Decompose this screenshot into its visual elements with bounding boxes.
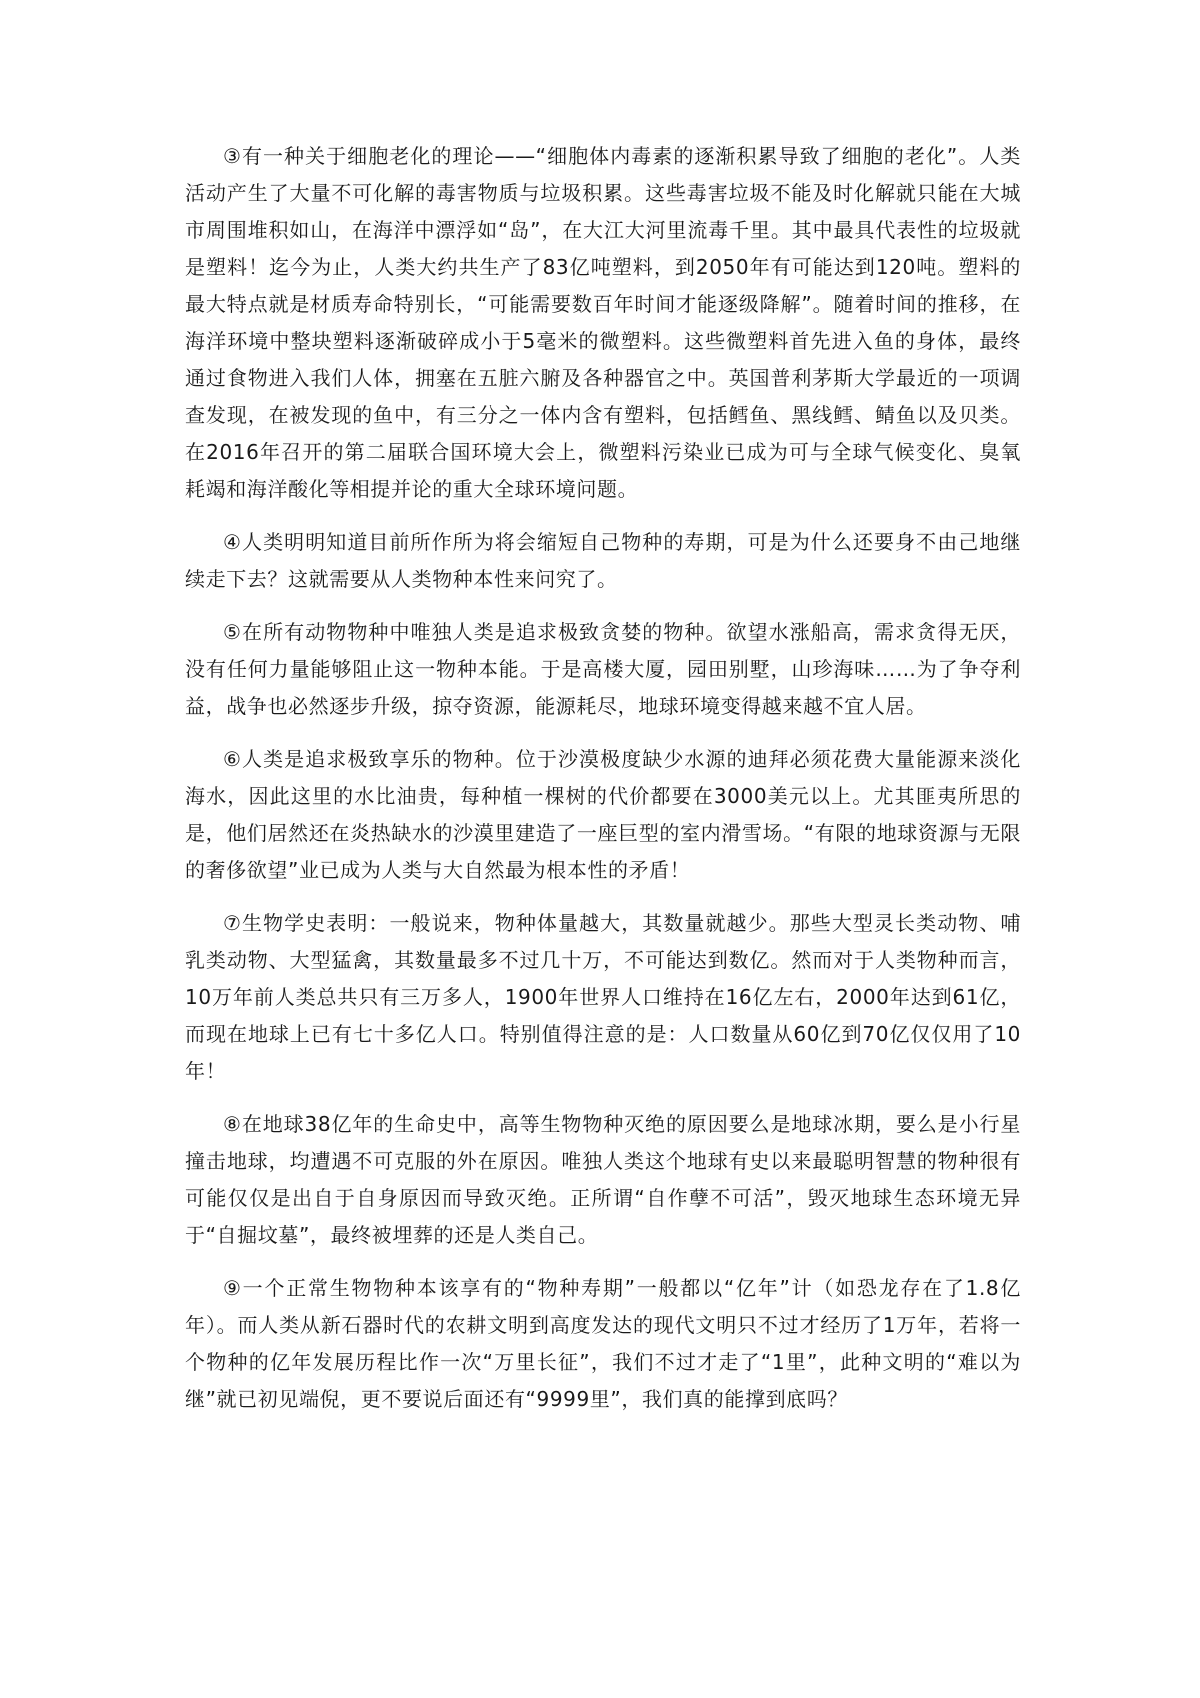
- paragraph-5: ⑤在所有动物物种中唯独人类是追求极致贪婪的物种。欲望水涨船高，需求贪得无厌，没有任何力量能够阻止这一物种本能。于是高楼大厦，园田别墅，山珍海味……为了争夺利益，战争也必然逐步升级，掠夺资源，能源耗尽，地球环境变得越来越不宜人居。: [185, 620, 1021, 718]
- paragraph-6: ⑥人类是追求极致享乐的物种。位于沙漠极度缺少水源的迪拜必须花费大量能源来淡化海水，因此这里的水比油贵，每种植一棵树的代价都要在3000美元以上。尤其匪夷所思的是，他们居然还在炎热缺水的沙漠里建造了一座巨型的室内滑雪场。“有限的地球资源与无限的奢侈欲望”业已成为人类与大自然最为根本性的矛盾！: [185, 747, 1021, 882]
- paragraph-8: ⑧在地球38亿年的生命史中，高等生物物种灭绝的原因要么是地球冰期，要么是小行星撞击地球，均遭遇不可克服的外在原因。唯独人类这个地球有史以来最聪明智慧的物种很有可能仅仅是出自于自身原因而导致灭绝。正所谓“自作孽不可活”，毁灭地球生态环境无异于“自掘坟墓”，最终被埋葬的还是人类自己。: [185, 1112, 1021, 1247]
- paragraph-7: ⑦生物学史表明：一般说来，物种体量越大，其数量就越少。那些大型灵长类动物、哺乳类动物、大型猛禽，其数量最多不过几十万，不可能达到数亿。然而对于人类物种而言，10万年前人类总共只有三万多人，1900年世界人口维持在16亿左右，2000年达到61亿，而现在地球上已有七十多亿人口。特别值得注意的是：人口数量从60亿到70亿仅仅用了10年！: [185, 911, 1021, 1083]
- paragraph-9: ⑨一个正常生物物种本该享有的“物种寿期”一般都以“亿年”计（如恐龙存在了1.8亿年）。而人类从新石器时代的农耕文明到高度发达的现代文明只不过才经历了1万年，若将一个物种的亿年发展历程比作一次“万里长征”，我们不过才走了“1里”，此种文明的“难以为继”就已初见端倪，更不要说后面还有“9999里”，我们真的能撑到底吗？: [185, 1276, 1021, 1411]
- paragraph-3: ③有一种关于细胞老化的理论——“细胞体内毒素的逐渐积累导致了细胞的老化”。人类活动产生了大量不可化解的毒害物质与垃圾积累。这些毒害垃圾不能及时化解就只能在大城市周围堆积如山，在海洋中漂浮如“岛”，在大江大河里流毒千里。其中最具代表性的垃圾就是塑料！迄今为止，人类大约共生产了83亿吨塑料，到2050年有可能达到120吨。塑料的最大特点就是材质寿命特别长，“可能需要数百年时间才能逐级降解”。随着时间的推移，在海洋环境中整块塑料逐渐破碎成小于5毫米的微塑料。这些微塑料首先进入鱼的身体，最终通过食物进入我们人体，拥塞在五脏六腑及各种器官之中。英国普利茅斯大学最近的一项调查发现，在被发现的鱼中，有三分之一体内含有塑料，包括鳕鱼、黑线鳕、鲭鱼以及贝类。在2016年召开的第二届联合国环境大会上，微塑料污染业已成为可与全球气候变化、臭氧耗竭和海洋酸化等相提并论的重大全球环境问题。: [185, 144, 1021, 501]
- article-body: [185, 138, 1021, 1434]
- paragraph-4: ④人类明明知道目前所作所为将会缩短自己物种的寿期，可是为什么还要身不由己地继续走下去？这就需要从人类物种本性来问究了。: [185, 530, 1021, 591]
